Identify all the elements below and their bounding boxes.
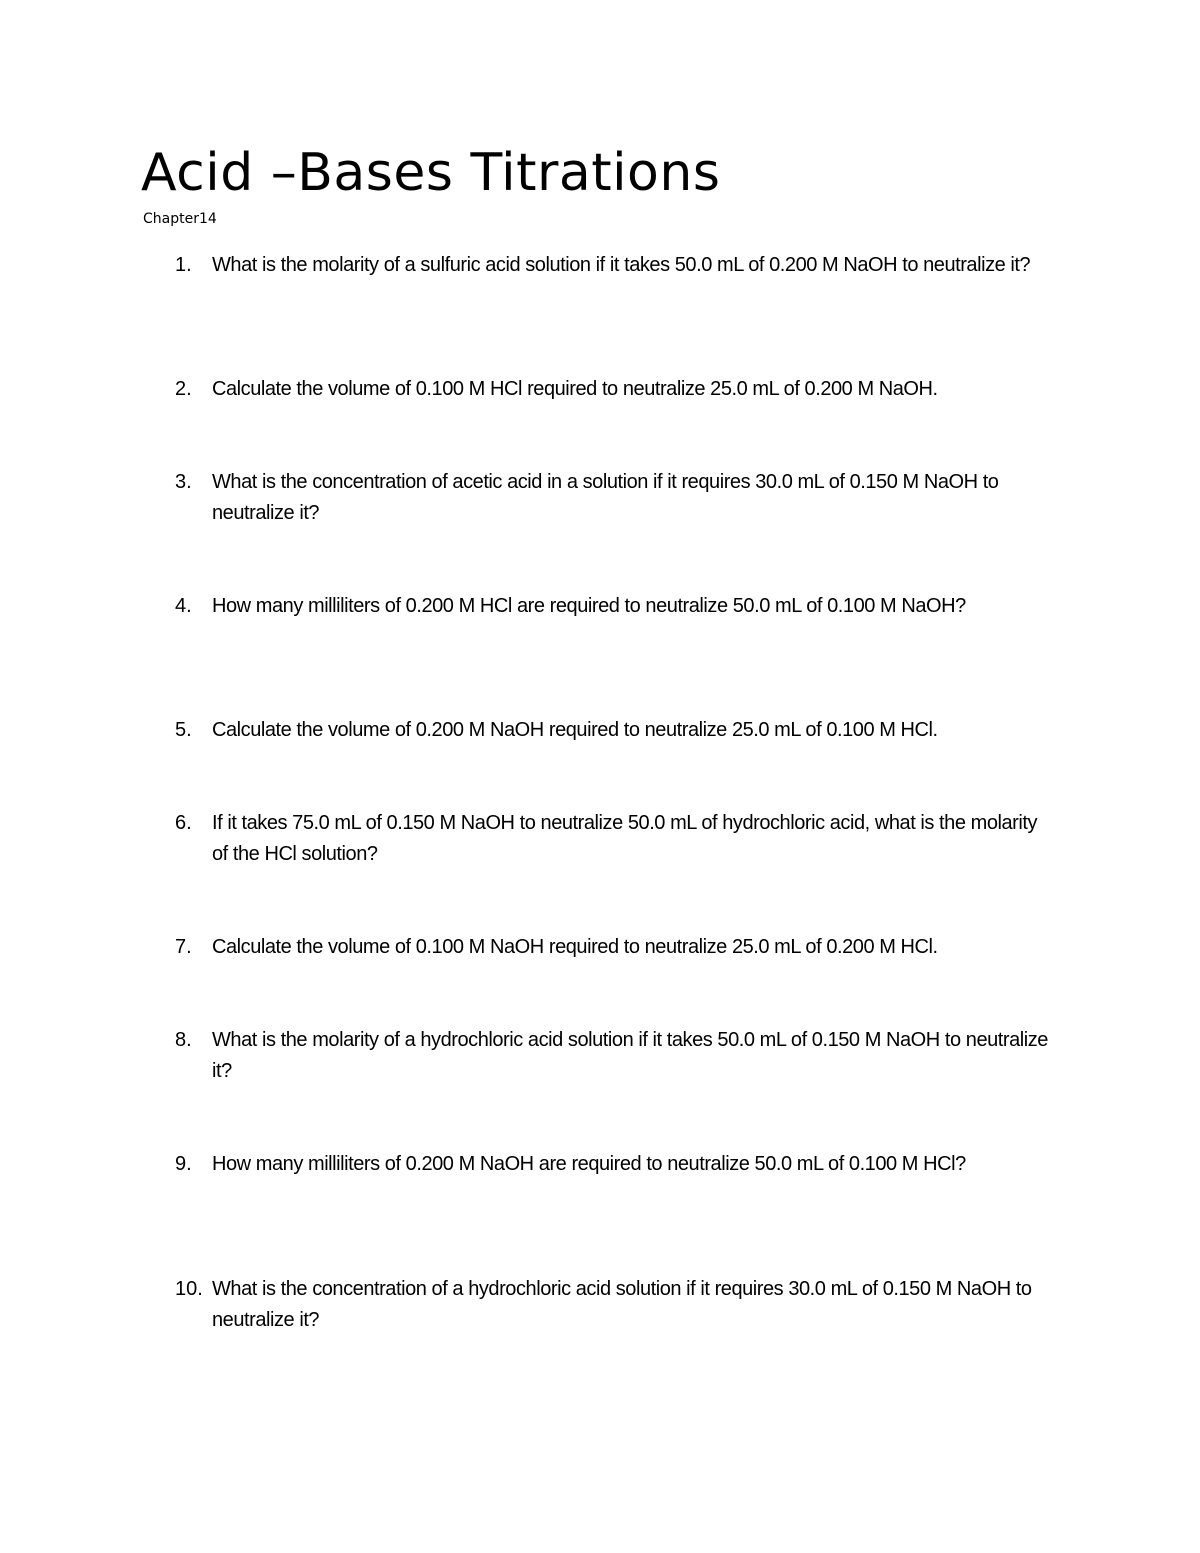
question-text: What is the concentration of a hydrochloric acid solution if it requires 30.0 mL of 0.150 M NaOH to neutralize it? [212,1278,1032,1331]
question-number: 3. [175,471,192,493]
question-number: 1. [175,254,192,276]
question-number: 7. [175,936,192,958]
question-number: 8. [175,1029,192,1051]
question-text: If it takes 75.0 mL of 0.150 M NaOH to neutralize 50.0 mL of hydrochloric acid, what is the molarity of the HCl solution? [212,812,1038,865]
question-text: How many milliliters of 0.200 M HCl are required to neutralize 50.0 mL of 0.100 M NaOH? [212,595,966,617]
question-number: 9. [175,1153,192,1175]
question-text: Calculate the volume of 0.100 M HCl required to neutralize 25.0 mL of 0.200 M NaOH. [212,378,938,400]
question-number: 2. [175,378,192,400]
chapter-label: Chapter14 [143,211,217,227]
question-text: What is the molarity of a sulfuric acid solution if it takes 50.0 mL of 0.200 M NaOH to neutralize it? [212,254,1031,276]
question-text: Calculate the volume of 0.100 M NaOH required to neutralize 25.0 mL of 0.200 M HCl. [212,936,938,958]
question-number: 4. [175,595,192,617]
page-title: Acid –Bases Titrations [141,143,721,203]
question-number: 5. [175,719,192,741]
question-number: 10. [175,1278,203,1300]
question-text: What is the molarity of a hydrochloric acid solution if it takes 50.0 mL of 0.150 M NaOH to neutralize it? [212,1029,1048,1082]
question-text: What is the concentration of acetic acid in a solution if it requires 30.0 mL of 0.150 M NaOH to neutralize it? [212,471,999,524]
question-text: Calculate the volume of 0.200 M NaOH required to neutralize 25.0 mL of 0.100 M HCl. [212,719,938,741]
question-number: 6. [175,812,192,834]
question-text: How many milliliters of 0.200 M NaOH are required to neutralize 50.0 mL of 0.100 M HCl? [212,1153,966,1175]
